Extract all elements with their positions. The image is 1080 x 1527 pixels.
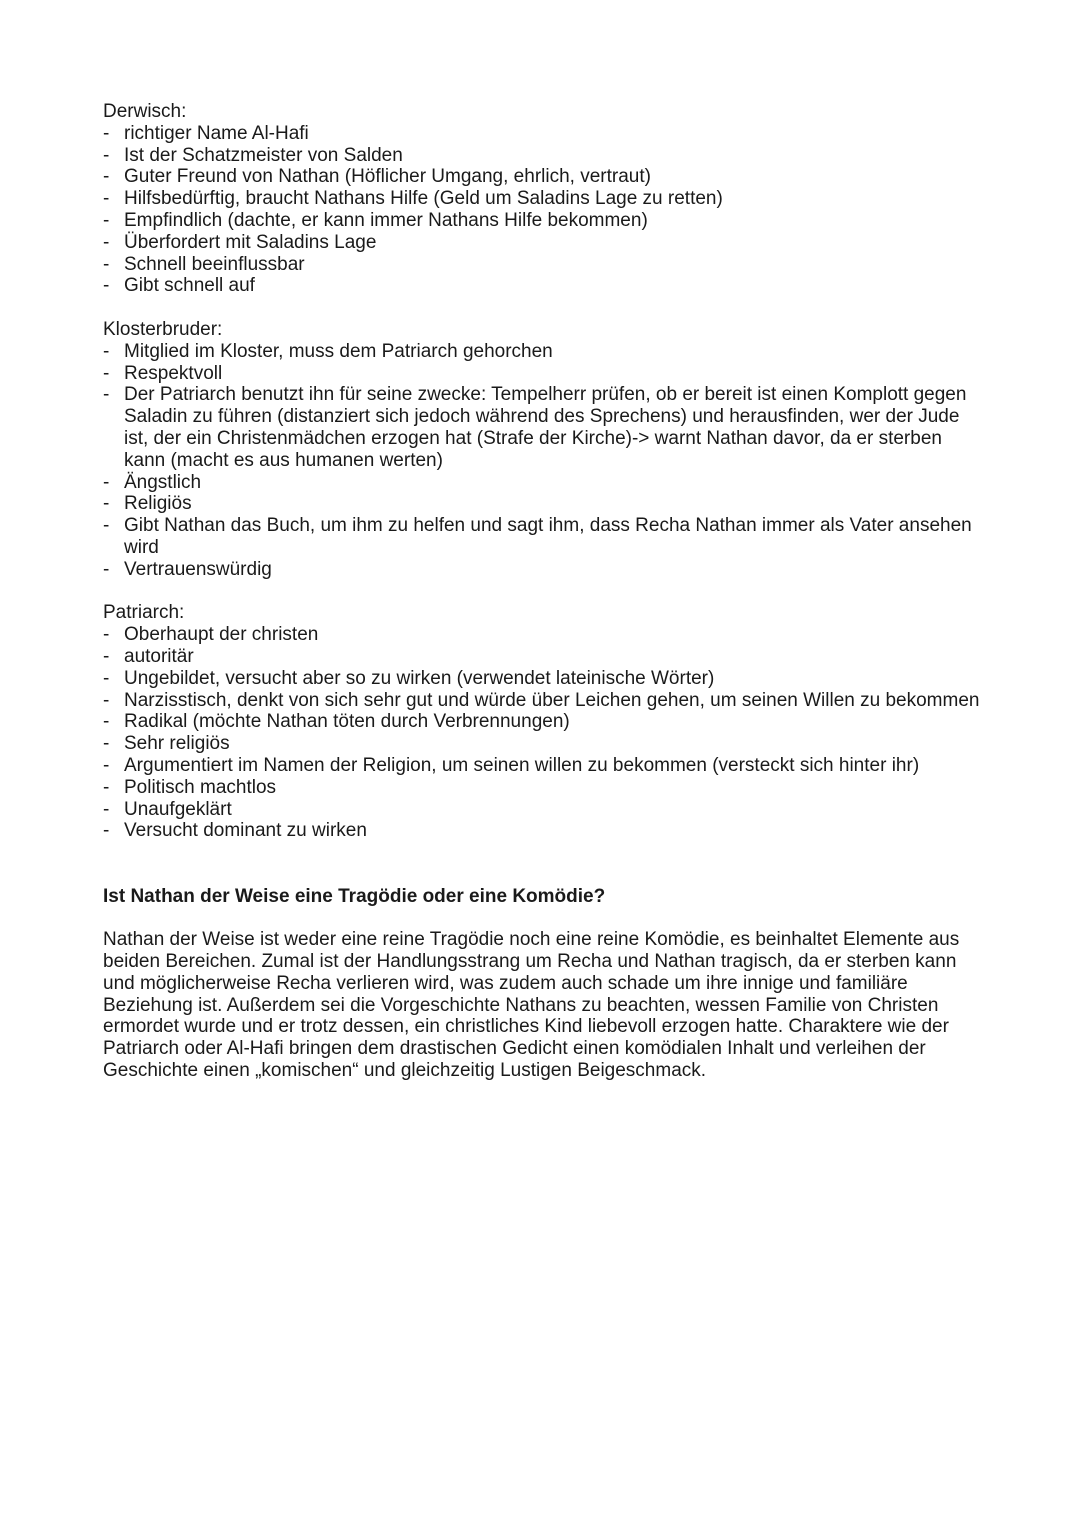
- list-item-text: richtiger Name Al-Hafi: [124, 122, 309, 144]
- list-item: [103, 166, 983, 188]
- list-item-text: Argumentiert im Namen der Religion, um seinen willen zu bekommen (versteckt sich hinter ihr): [124, 754, 920, 776]
- dash-bullet: -: [103, 711, 110, 733]
- list-item: [103, 188, 983, 210]
- spacer: [103, 864, 983, 886]
- dash-bullet: -: [103, 384, 110, 406]
- dash-bullet: -: [103, 733, 110, 755]
- list-item-text: Ängstlich: [124, 471, 202, 493]
- list-item-text: Guter Freund von Nathan (Höflicher Umgang, ehrlich, vertraut): [124, 166, 651, 188]
- list-item-text: Mitglied im Kloster, muss dem Patriarch gehorchen: [124, 340, 553, 362]
- list-item: [103, 515, 983, 559]
- dash-bullet: -: [103, 188, 110, 210]
- dash-bullet: -: [103, 624, 110, 646]
- dash-bullet: -: [103, 231, 110, 253]
- list-item: [103, 275, 983, 297]
- dash-bullet: -: [103, 253, 110, 275]
- list-item-text: Oberhaupt der christen: [124, 624, 319, 646]
- dash-bullet: -: [103, 515, 110, 537]
- list-item: [103, 472, 983, 494]
- list-item: [103, 145, 983, 167]
- list-item: [103, 341, 983, 363]
- section-title: Patriarch:: [103, 602, 185, 624]
- dash-bullet: -: [103, 820, 110, 842]
- dash-bullet: -: [103, 667, 110, 689]
- dash-bullet: -: [103, 275, 110, 297]
- list-item: [103, 232, 983, 254]
- list-item: [103, 777, 983, 799]
- list-item-text: autoritär: [124, 645, 194, 667]
- dash-bullet: -: [103, 493, 110, 515]
- list-item: [103, 624, 983, 646]
- list-item-text: Versucht dominant zu wirken: [124, 820, 367, 842]
- list-item: [103, 493, 983, 515]
- list-item-text: Gibt Nathan das Buch, um ihm zu helfen und sagt ihm, dass Recha Nathan immer als Vater ansehen wird: [124, 515, 972, 558]
- dash-bullet: -: [103, 776, 110, 798]
- list-item-text: Hilfsbedürftig, braucht Nathans Hilfe (Geld um Saladins Lage zu retten): [124, 188, 723, 210]
- list-item: [103, 254, 983, 276]
- dash-bullet: -: [103, 754, 110, 776]
- section-title: Klosterbruder:: [103, 318, 223, 340]
- list-item: [103, 799, 983, 821]
- list-item-text: Schnell beeinflussbar: [124, 253, 305, 275]
- dash-bullet: -: [103, 558, 110, 580]
- list-item: [103, 559, 983, 581]
- list-item: [103, 363, 983, 385]
- dash-bullet: -: [103, 471, 110, 493]
- list-item-text: Der Patriarch benutzt ihn für seine zwecke: Tempelherr prüfen, ob er bereit ist einen Komplott gegen Saladin zu führen (distanziert sich jedoch während des Sprechens) und herausfinden, wer der Jude ist, der ein Christenmädchen erzogen hat (Strafe der Kirche)-> warnt Nathan davor, da er sterben kann (macht es aus humanen werten): [124, 384, 967, 471]
- list-item-text: Gibt schnell auf: [124, 275, 255, 297]
- list-item: [103, 384, 983, 471]
- list-item-text: Ungebildet, versucht aber so zu wirken (verwendet lateinische Wörter): [124, 667, 715, 689]
- list-item: [103, 668, 983, 690]
- list-item: [103, 711, 983, 733]
- trait-list: [103, 341, 983, 581]
- character-section-klosterbruder: [103, 319, 983, 581]
- list-item-text: Vertrauenswürdig: [124, 558, 272, 580]
- dash-bullet: -: [103, 166, 110, 188]
- list-item: [103, 733, 983, 755]
- list-item-text: Respektvoll: [124, 362, 223, 384]
- list-item-text: Politisch machtlos: [124, 776, 277, 798]
- list-item-text: Empfindlich (dachte, er kann immer Nathans Hilfe bekommen): [124, 209, 648, 231]
- list-item-text: Überfordert mit Saladins Lage: [124, 231, 377, 253]
- list-item-text: Ist der Schatzmeister von Salden: [124, 144, 403, 166]
- dash-bullet: -: [103, 209, 110, 231]
- list-item-text: Unaufgeklärt: [124, 798, 232, 820]
- essay-body: Nathan der Weise ist weder eine reine Tragödie noch eine reine Komödie, es beinhaltet Elemente aus beiden Bereichen. Zumal ist der Handlungsstrang um Recha und Nathan tragisch, da er sterben kann und möglicherweise Recha verlieren wird, was zudem auch schade um ihre innige und familiäre Beziehung ist. Außerdem sei die Vorgeschichte Nathans zu beachten, wessen Familie von Christen ermordet wurde und er trotz dessen, ein christliches Kind liebevoll erzogen hatte. Charaktere wie der Patriarch oder Al-Hafi bringen dem drastischen Gedicht einen komödialen Inhalt und verleihen der Geschichte einen „komischen“ und gleichzeitig Lustigen Beigeschmack.: [103, 929, 960, 1082]
- essay-section: [103, 886, 983, 1082]
- document-page: [103, 101, 983, 1082]
- essay-heading: Ist Nathan der Weise eine Tragödie oder eine Komödie?: [103, 885, 606, 907]
- dash-bullet: -: [103, 122, 110, 144]
- list-item-text: Religiös: [124, 493, 192, 515]
- trait-list: [103, 624, 983, 842]
- dash-bullet: -: [103, 798, 110, 820]
- character-section-patriarch: [103, 602, 983, 842]
- list-item: [103, 690, 983, 712]
- dash-bullet: -: [103, 144, 110, 166]
- list-item: [103, 646, 983, 668]
- dash-bullet: -: [103, 645, 110, 667]
- trait-list: [103, 123, 983, 297]
- list-item-text: Radikal (möchte Nathan töten durch Verbrennungen): [124, 711, 570, 733]
- dash-bullet: -: [103, 362, 110, 384]
- list-item: [103, 123, 983, 145]
- list-item: [103, 755, 983, 777]
- section-title: Derwisch:: [103, 101, 187, 122]
- dash-bullet: -: [103, 689, 110, 711]
- list-item-text: Narzisstisch, denkt von sich sehr gut und würde über Leichen gehen, um seinen Willen zu bekommen: [124, 689, 980, 711]
- list-item-text: Sehr religiös: [124, 733, 230, 755]
- list-item: [103, 820, 983, 842]
- list-item: [103, 210, 983, 232]
- character-section-derwisch: [103, 101, 983, 297]
- dash-bullet: -: [103, 340, 110, 362]
